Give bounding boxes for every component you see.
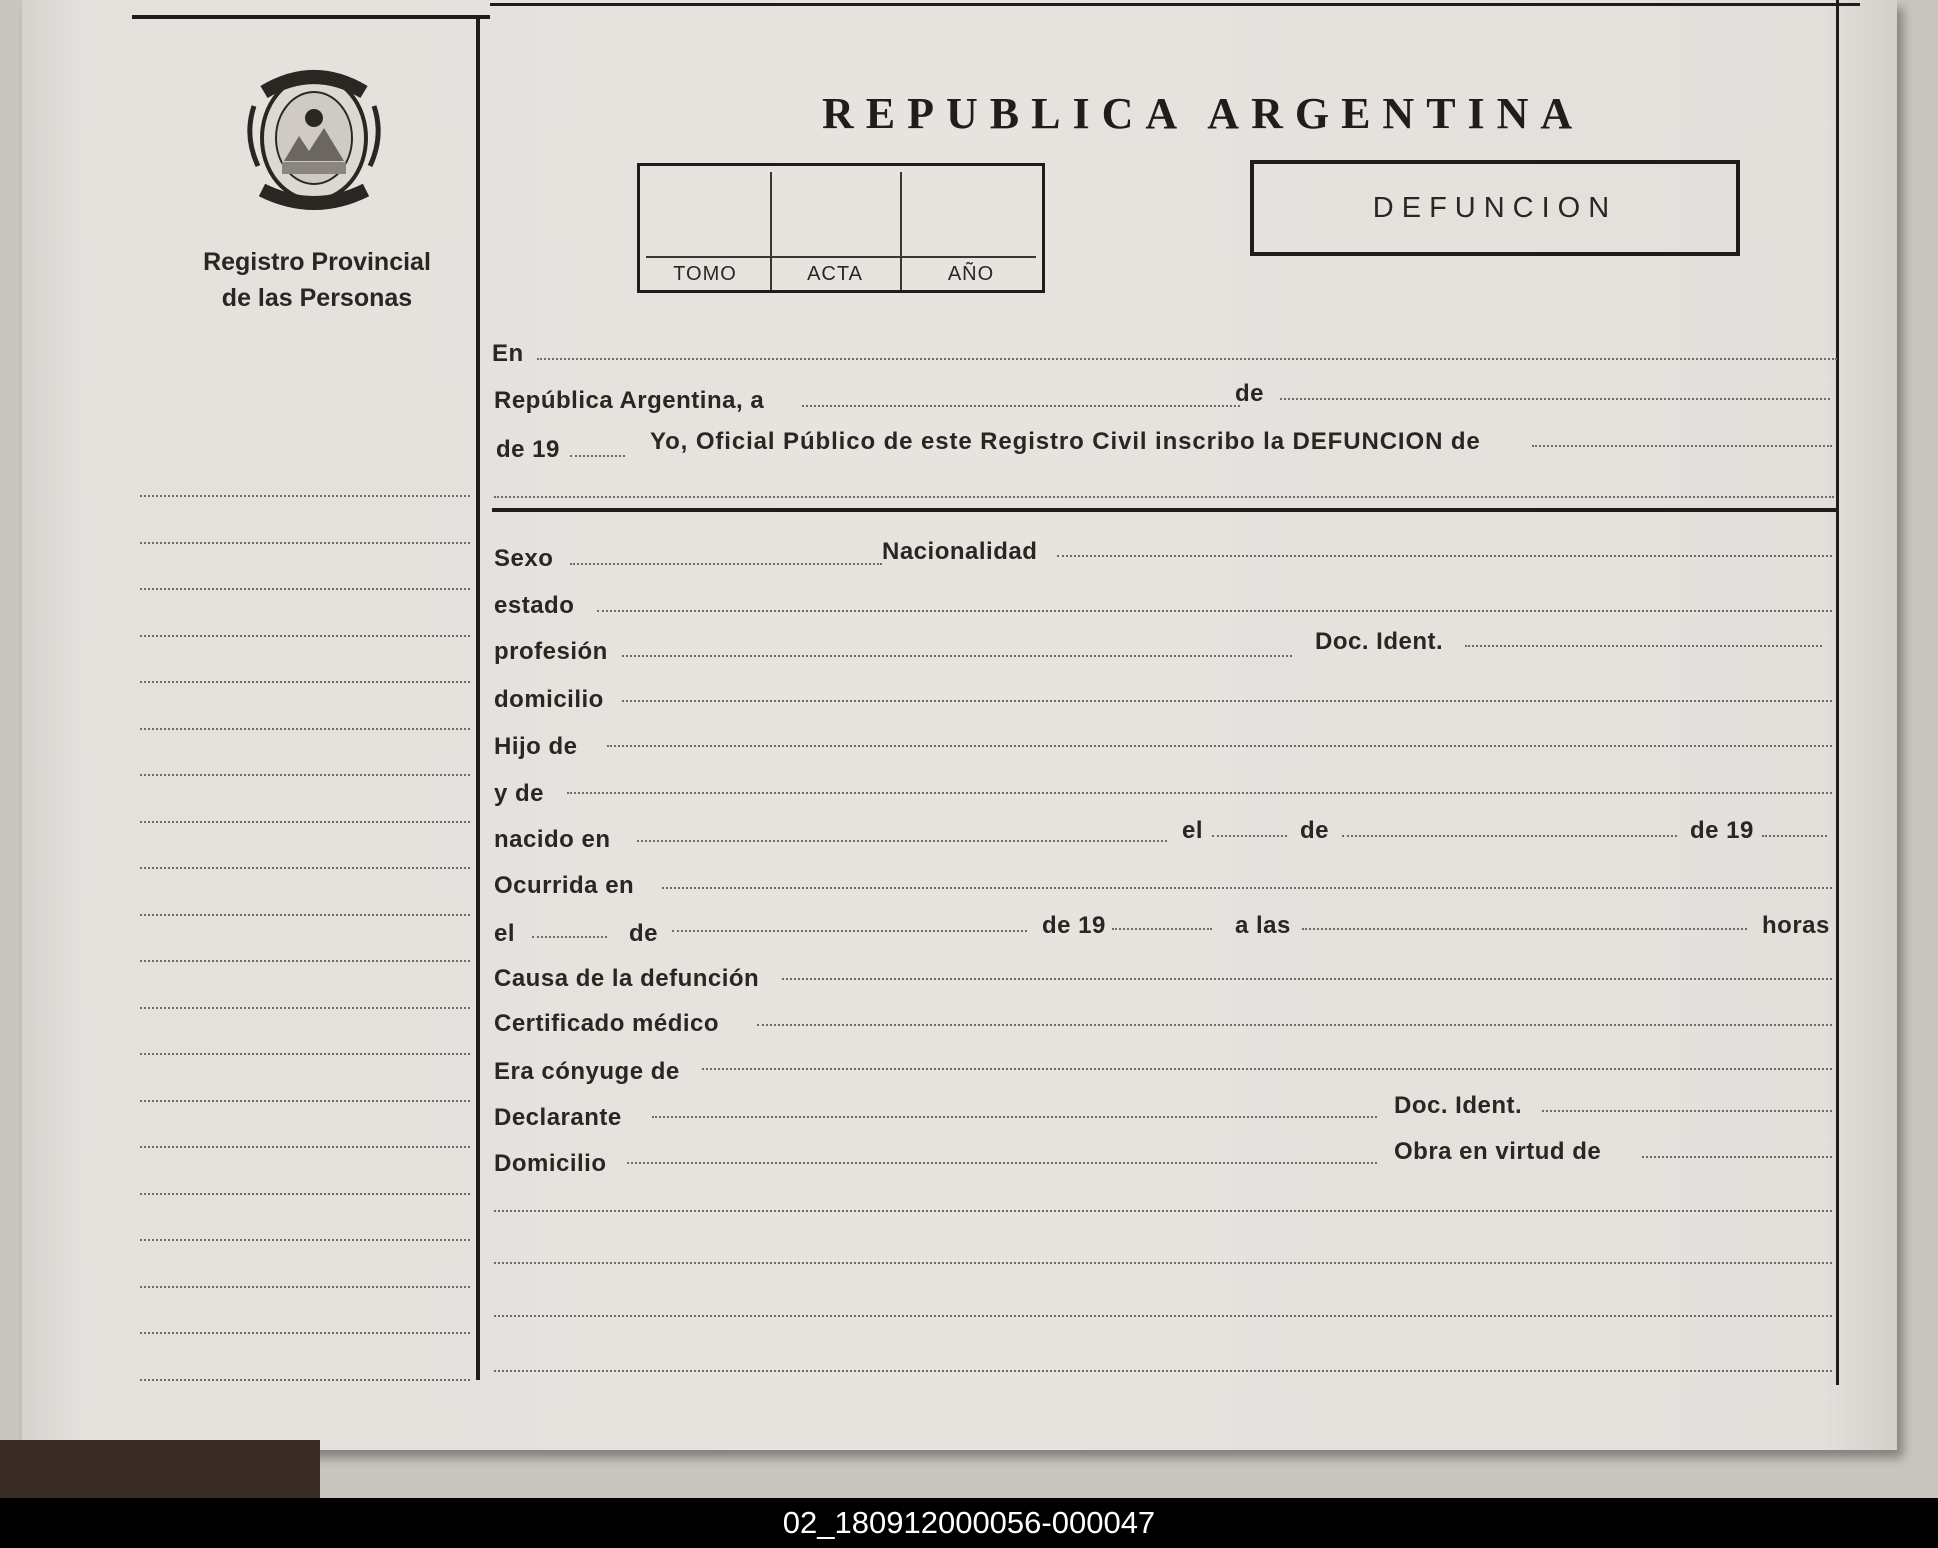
- column-divider: [476, 15, 480, 1380]
- label-sexo: Sexo: [494, 545, 554, 572]
- margin-line[interactable]: [140, 821, 470, 823]
- registry-line1: Registro Provincial: [203, 248, 431, 276]
- margin-line[interactable]: [140, 635, 470, 637]
- field-doc-ident-declarante[interactable]: [1542, 1110, 1832, 1112]
- label-en: En: [492, 340, 524, 367]
- margin-line[interactable]: [140, 1100, 470, 1102]
- label-de: de: [1300, 817, 1330, 844]
- margin-line[interactable]: [140, 588, 470, 590]
- label-domicilio: domicilio: [494, 686, 604, 713]
- label-profesion: profesión: [494, 638, 608, 665]
- label-el-defuncion: el: [494, 920, 516, 947]
- field-doc-ident[interactable]: [1465, 645, 1822, 647]
- ano-label: AÑO: [947, 263, 995, 285]
- margin-line[interactable]: [140, 495, 470, 497]
- margin-line[interactable]: [140, 681, 470, 683]
- margin-line[interactable]: [140, 1193, 470, 1195]
- field-en[interactable]: [537, 358, 1837, 360]
- field-certificado[interactable]: [757, 1024, 1832, 1026]
- field-observaciones[interactable]: [494, 1262, 1832, 1264]
- field-hora[interactable]: [1302, 928, 1747, 930]
- label-a-las: a las: [1235, 912, 1291, 939]
- margin-line[interactable]: [140, 1007, 470, 1009]
- field-nacionalidad[interactable]: [1057, 555, 1832, 557]
- field-deceased-name[interactable]: [1532, 445, 1832, 447]
- registry-name: [152, 244, 482, 316]
- field-madre[interactable]: [567, 792, 1832, 794]
- registry-number-box: [637, 163, 1045, 293]
- margin-line[interactable]: [140, 1379, 470, 1381]
- field-conyuge[interactable]: [702, 1068, 1832, 1070]
- registry-line2: de las Personas: [221, 284, 413, 312]
- file-id-caption: 02_180912000056-000047: [0, 1498, 1938, 1548]
- label-de19-nacimiento: de 19: [1690, 817, 1754, 844]
- registry-baseline: [646, 256, 1036, 258]
- margin-line[interactable]: [140, 1286, 470, 1288]
- label-yo-oficial: Yo, Oficial Público de este Registro Civil inscribo la DEFUNCION de: [650, 428, 1481, 455]
- field-declarante[interactable]: [652, 1116, 1377, 1118]
- label-declarante: Declarante: [494, 1104, 622, 1131]
- margin-line[interactable]: [140, 1239, 470, 1241]
- label-hijo-de: Hijo de: [494, 733, 578, 760]
- label-domicilio-declarante: Domicilio: [494, 1150, 607, 1177]
- field-mes-nacimiento[interactable]: [1342, 835, 1677, 837]
- label-obra: Obra en virtud de: [1394, 1138, 1602, 1165]
- field-observaciones[interactable]: [494, 1315, 1832, 1317]
- top-rule-left: [132, 15, 490, 19]
- field-mes-defuncion[interactable]: [672, 930, 1027, 932]
- field-dia-defuncion[interactable]: [532, 936, 607, 938]
- label-doc-ident-declarante: Doc. Ident.: [1394, 1092, 1523, 1119]
- tomo-label: TOMO: [673, 263, 737, 285]
- acta-label: ACTA: [807, 263, 863, 285]
- margin-line[interactable]: [140, 1053, 470, 1055]
- label-horas: horas: [1762, 912, 1830, 939]
- label-ocurrida-en: Ocurrida en: [494, 872, 635, 899]
- margin-line[interactable]: [140, 914, 470, 916]
- field-ano-defuncion[interactable]: [1112, 928, 1212, 930]
- field-year[interactable]: [570, 455, 625, 457]
- field-causa[interactable]: [782, 978, 1832, 980]
- label-de19-defuncion: de 19: [1042, 912, 1106, 939]
- field-estado[interactable]: [597, 610, 1832, 612]
- field-month[interactable]: [1280, 398, 1830, 400]
- field-lugar-defuncion[interactable]: [662, 887, 1832, 889]
- margin-line[interactable]: [140, 867, 470, 869]
- label-nacionalidad: Nacionalidad: [882, 538, 1038, 565]
- page-title: REPUBLICA ARGENTINA: [822, 89, 1585, 138]
- section-divider: [492, 508, 1836, 512]
- label-estado: estado: [494, 592, 575, 619]
- right-border: [1836, 0, 1839, 1385]
- margin-line[interactable]: [140, 728, 470, 730]
- label-doc-ident: Doc. Ident.: [1315, 628, 1444, 655]
- field-observaciones[interactable]: [494, 1210, 1832, 1212]
- label-conyuge: Era cónyuge de: [494, 1058, 680, 1085]
- book-cover-edge: [0, 1440, 320, 1498]
- label-de-defuncion: de: [629, 920, 659, 947]
- label-nacido-en: nacido en: [494, 826, 611, 853]
- label-el: el: [1182, 817, 1204, 844]
- field-domicilio-declarante[interactable]: [627, 1162, 1377, 1164]
- field-deceased-name-cont[interactable]: [494, 496, 1834, 498]
- margin-line[interactable]: [140, 960, 470, 962]
- label-de-month: de: [1235, 380, 1265, 407]
- field-day[interactable]: [802, 405, 1240, 407]
- field-observaciones[interactable]: [494, 1370, 1832, 1372]
- label-republica: República Argentina, a: [494, 387, 765, 414]
- margin-line[interactable]: [140, 542, 470, 544]
- field-dia-nacimiento[interactable]: [1212, 835, 1287, 837]
- field-domicilio[interactable]: [622, 700, 1832, 702]
- label-y-de: y de: [494, 780, 545, 807]
- label-de19: de 19: [496, 436, 560, 463]
- margin-line[interactable]: [140, 1146, 470, 1148]
- field-obra[interactable]: [1642, 1156, 1832, 1158]
- label-certificado: Certificado médico: [494, 1010, 720, 1037]
- field-profesion[interactable]: [622, 655, 1292, 657]
- form-sheet: [22, 0, 1897, 1450]
- label-causa: Causa de la defunción: [494, 965, 760, 992]
- field-ano-nacimiento[interactable]: [1762, 835, 1827, 837]
- field-lugar-nacimiento[interactable]: [637, 840, 1167, 842]
- top-rule-right: [490, 3, 1860, 6]
- margin-line[interactable]: [140, 1332, 470, 1334]
- misiones-seal-logo: [244, 66, 384, 227]
- field-sexo[interactable]: [570, 563, 882, 565]
- field-padre[interactable]: [607, 745, 1832, 747]
- act-type-box: DEFUNCION: [1250, 160, 1740, 256]
- margin-line[interactable]: [140, 774, 470, 776]
